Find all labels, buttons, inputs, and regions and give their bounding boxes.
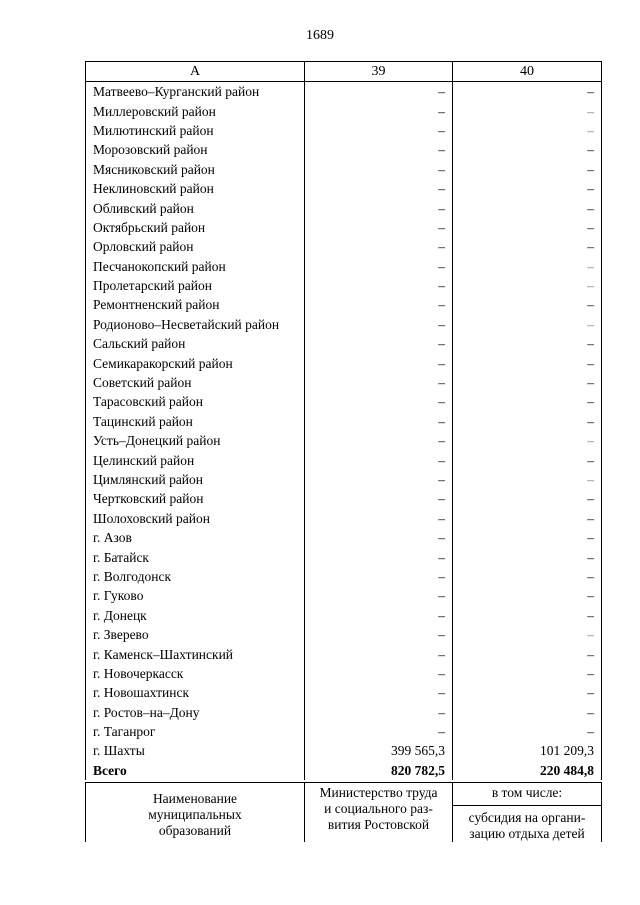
value-col-39 (305, 431, 453, 450)
header-municipalities-line: муниципальных (148, 807, 242, 822)
value-col-40 (453, 625, 602, 644)
cell-value: – (587, 336, 594, 352)
table-row (86, 257, 602, 276)
value-col-39 (305, 198, 453, 217)
municipality-name: г. Зверево (86, 625, 305, 644)
table-row (86, 722, 602, 741)
value-col-39 (305, 392, 453, 411)
table-row (86, 683, 602, 702)
municipality-name: г. Донецк (86, 606, 305, 625)
value-col-39 (305, 140, 453, 159)
cell-value: – (438, 336, 445, 352)
cell-value: – (438, 355, 445, 371)
municipality-name: Орловский район (86, 237, 305, 256)
value-col-40 (453, 218, 602, 237)
cell-value: – (587, 297, 594, 313)
value-col-40 (453, 450, 602, 469)
value-col-39 (305, 683, 453, 702)
municipality-name: Милютинский район (86, 121, 305, 140)
municipality-name: г. Новочеркасск (86, 664, 305, 683)
municipality-name: г. Таганрог (86, 722, 305, 741)
value-col-40 (453, 741, 602, 760)
header-subsidy-line: зацию отдыха детей (469, 826, 585, 841)
table-row (86, 586, 602, 605)
value-col-39 (305, 567, 453, 586)
cell-value: – (438, 142, 445, 158)
total-col-40: 220 484,8 (453, 761, 602, 780)
table-row (86, 664, 602, 683)
value-col-39 (305, 237, 453, 256)
cell-value: – (438, 724, 445, 740)
cell-value: – (438, 530, 445, 546)
table-row (86, 392, 602, 411)
total-col-39: 820 782,5 (305, 761, 453, 780)
municipality-name: Шолоховский район (86, 509, 305, 528)
table-row (86, 547, 602, 566)
value-col-39 (305, 160, 453, 179)
total-label: Всего (86, 761, 305, 780)
value-col-40 (453, 334, 602, 353)
value-col-39 (305, 470, 453, 489)
header-ministry-line: вития Ростовской (327, 817, 430, 832)
municipality-name: г. Новошахтинск (86, 683, 305, 702)
header-col-a: А (86, 62, 305, 82)
cell-value: – (438, 646, 445, 662)
value-col-40 (453, 722, 602, 741)
municipality-name: Октябрьский район (86, 218, 305, 237)
cell-value: – (438, 297, 445, 313)
cell-value: – (587, 200, 594, 216)
value-col-39 (305, 741, 453, 760)
municipality-name: Пролетарский район (86, 276, 305, 295)
value-col-39 (305, 334, 453, 353)
municipality-name: г. Ростов–на–Дону (86, 703, 305, 722)
cell-value: – (587, 665, 594, 681)
value-col-39 (305, 509, 453, 528)
value-col-39 (305, 703, 453, 722)
cell-value: – (438, 316, 445, 332)
value-col-40 (453, 237, 602, 256)
header-ministry-line: Министерство труда (319, 785, 438, 800)
value-col-40 (453, 683, 602, 702)
value-col-39 (305, 450, 453, 469)
cell-value: – (438, 200, 445, 216)
cell-value: – (587, 278, 594, 294)
table-row (86, 431, 602, 450)
cell-value: – (587, 607, 594, 623)
cell-value: – (587, 355, 594, 371)
continuation-header-table (85, 782, 602, 842)
cell-value: 101 209,3 (540, 743, 594, 759)
cell-value: – (438, 704, 445, 720)
cell-value: – (587, 452, 594, 468)
cell-value: – (438, 375, 445, 391)
table-row (86, 625, 602, 644)
table-row (86, 470, 602, 489)
municipality-name: Миллеровский район (86, 101, 305, 120)
cell-value: – (587, 588, 594, 604)
cell-value: – (587, 704, 594, 720)
value-col-39 (305, 528, 453, 547)
municipality-name: Тарасовский район (86, 392, 305, 411)
table-body (86, 82, 602, 781)
value-col-39 (305, 179, 453, 198)
value-col-40 (453, 276, 602, 295)
header-including: в том числе: (453, 783, 602, 806)
cell-value: – (587, 549, 594, 565)
header-municipalities (86, 783, 305, 843)
value-col-40 (453, 703, 602, 722)
municipality-name: Усть–Донецкий район (86, 431, 305, 450)
municipality-name: Сальский район (86, 334, 305, 353)
municipality-name: Морозовский район (86, 140, 305, 159)
municipality-name: Обливский район (86, 198, 305, 217)
value-col-40 (453, 198, 602, 217)
municipality-name: Тацинский район (86, 412, 305, 431)
cell-value: – (587, 84, 594, 100)
header-ministry (305, 783, 453, 843)
municipality-name: г. Шахты (86, 741, 305, 760)
header-col-40: 40 (453, 62, 602, 82)
table-row (86, 412, 602, 431)
value-col-40 (453, 470, 602, 489)
value-col-40 (453, 412, 602, 431)
cell-value: – (587, 181, 594, 197)
municipality-name: Неклиновский район (86, 179, 305, 198)
header-subsidy (453, 806, 602, 843)
table-row (86, 703, 602, 722)
header-municipalities-line: образований (158, 823, 232, 838)
value-col-39 (305, 644, 453, 663)
cell-value: – (587, 375, 594, 391)
cell-value: – (587, 568, 594, 584)
value-col-39 (305, 276, 453, 295)
cell-value: – (438, 627, 445, 643)
table-row (86, 276, 602, 295)
value-col-39 (305, 547, 453, 566)
cell-value: – (587, 103, 594, 119)
cell-value: – (438, 122, 445, 138)
value-col-40 (453, 140, 602, 159)
cell-value: – (587, 239, 594, 255)
municipality-name: Семикаракорский район (86, 353, 305, 372)
table-row (86, 489, 602, 508)
table-row (86, 606, 602, 625)
municipality-name: г. Азов (86, 528, 305, 547)
cell-value: – (587, 142, 594, 158)
cell-value: – (438, 413, 445, 429)
value-col-40 (453, 586, 602, 605)
header-municipalities-line: Наименование (152, 791, 238, 806)
cell-value: – (587, 472, 594, 487)
table-row (86, 198, 602, 217)
cell-value: – (438, 607, 445, 623)
cell-value: – (438, 588, 445, 604)
cell-value: – (438, 452, 445, 468)
value-col-40 (453, 121, 602, 140)
value-col-40 (453, 567, 602, 586)
value-col-39 (305, 315, 453, 334)
cell-value: – (587, 122, 594, 138)
value-col-40 (453, 664, 602, 683)
value-col-39 (305, 353, 453, 372)
value-col-39 (305, 722, 453, 741)
table-row (86, 741, 602, 760)
municipality-name: Песчанокопский район (86, 257, 305, 276)
cell-value: – (587, 646, 594, 662)
value-col-40 (453, 509, 602, 528)
table-row (86, 218, 602, 237)
value-col-40 (453, 315, 602, 334)
value-col-39 (305, 82, 453, 102)
cell-value: – (587, 161, 594, 177)
table-row (86, 373, 602, 392)
total-row (86, 761, 602, 780)
cell-value: – (438, 433, 445, 449)
municipality-name: г. Гуково (86, 586, 305, 605)
table-row (86, 101, 602, 120)
cell-value: – (438, 161, 445, 177)
cell-value: – (587, 433, 594, 449)
value-col-40 (453, 179, 602, 198)
value-col-39 (305, 373, 453, 392)
value-col-39 (305, 257, 453, 276)
value-col-40 (453, 257, 602, 276)
municipality-name: Матвеево–Курганский район (86, 82, 305, 102)
table-row (86, 82, 602, 102)
header-col-39: 39 (305, 62, 453, 82)
cell-value: – (438, 239, 445, 255)
cell-value: – (438, 568, 445, 584)
value-col-40 (453, 489, 602, 508)
cell-value: – (587, 724, 594, 740)
municipality-name: г. Каменск–Шахтинский (86, 644, 305, 663)
cell-value: – (587, 685, 594, 701)
value-col-39 (305, 489, 453, 508)
table-row (86, 450, 602, 469)
value-col-39 (305, 586, 453, 605)
value-col-39 (305, 218, 453, 237)
cell-value: – (438, 472, 445, 487)
cell-value: – (438, 278, 445, 294)
cell-value: – (438, 103, 445, 119)
value-col-40 (453, 101, 602, 120)
cell-value: – (587, 394, 594, 410)
cell-value: – (438, 394, 445, 410)
cell-value: – (438, 84, 445, 100)
cell-value: – (438, 181, 445, 197)
cell-value: – (587, 530, 594, 546)
municipality-name: Родионово–Несветайский район (86, 315, 305, 334)
header-subsidy-line: субсидия на органи- (468, 810, 586, 825)
value-col-40 (453, 295, 602, 314)
table-row (86, 528, 602, 547)
cell-value: – (438, 685, 445, 701)
value-col-39 (305, 295, 453, 314)
municipality-name: Ремонтненский район (86, 295, 305, 314)
municipality-name: г. Волгодонск (86, 567, 305, 586)
cell-value: – (587, 316, 594, 332)
table-row (86, 334, 602, 353)
value-col-40 (453, 353, 602, 372)
header-ministry-line: и социального раз- (324, 801, 433, 816)
cell-value: – (438, 258, 445, 274)
table-row (86, 179, 602, 198)
value-col-39 (305, 606, 453, 625)
municipality-name: Целинский район (86, 450, 305, 469)
value-col-39 (305, 121, 453, 140)
cell-value: 399 565,3 (391, 743, 445, 759)
value-col-40 (453, 392, 602, 411)
table-row (86, 140, 602, 159)
table-row (86, 567, 602, 586)
table-row (86, 160, 602, 179)
cell-value: – (587, 510, 594, 526)
cell-value: – (587, 627, 594, 643)
table-row (86, 644, 602, 663)
table-header-row (86, 62, 602, 82)
municipality-name: г. Батайск (86, 547, 305, 566)
value-col-40 (453, 606, 602, 625)
table-row (86, 121, 602, 140)
cell-value: – (587, 413, 594, 429)
value-col-40 (453, 160, 602, 179)
budget-table (85, 61, 602, 780)
cell-value: – (438, 510, 445, 526)
value-col-39 (305, 412, 453, 431)
page-number: 1689 (306, 28, 334, 43)
value-col-40 (453, 644, 602, 663)
cell-value: – (438, 491, 445, 507)
municipality-name: Советский район (86, 373, 305, 392)
cell-value: – (438, 219, 445, 235)
cell-value: – (587, 258, 594, 274)
value-col-39 (305, 625, 453, 644)
value-col-39 (305, 664, 453, 683)
value-col-40 (453, 547, 602, 566)
value-col-40 (453, 431, 602, 450)
value-col-40 (453, 528, 602, 547)
table-row (86, 295, 602, 314)
cell-value: – (587, 219, 594, 235)
value-col-39 (305, 101, 453, 120)
table-row (86, 315, 602, 334)
table-row (86, 353, 602, 372)
municipality-name: Цимлянский район (86, 470, 305, 489)
municipality-name: Мясниковский район (86, 160, 305, 179)
value-col-40 (453, 373, 602, 392)
table-row (86, 509, 602, 528)
table-row (86, 237, 602, 256)
cell-value: – (438, 549, 445, 565)
value-col-40 (453, 82, 602, 102)
municipality-name: Чертковский район (86, 489, 305, 508)
cell-value: – (438, 665, 445, 681)
cell-value: – (587, 491, 594, 507)
